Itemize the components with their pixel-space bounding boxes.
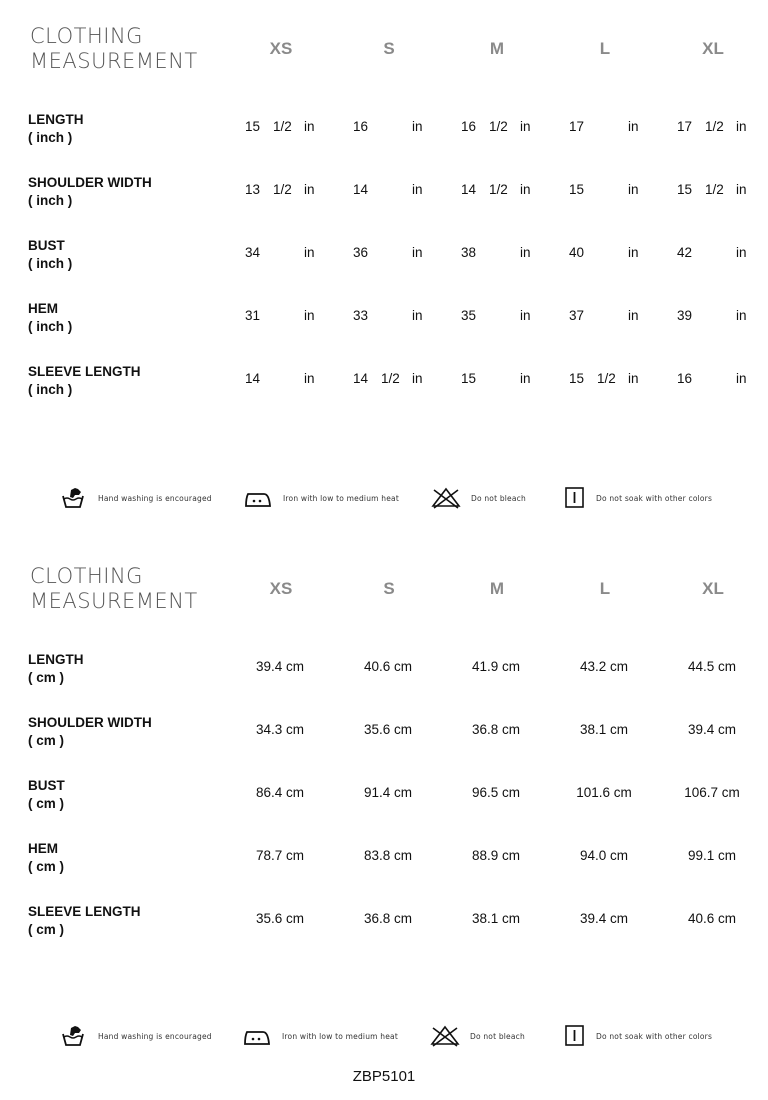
value-cm: 99.1 cm [687,848,737,863]
value-fraction: 1/2 [273,182,292,197]
value-unit: in [736,119,747,134]
value-unit: in [412,119,423,134]
value-cm: 36.8 cm [363,911,413,926]
title-line-1: CLOTHING [30,24,143,48]
row-label [28,714,152,750]
hand-wash-icon [61,1024,87,1048]
care-text: Iron with low to medium heat [282,1032,398,1041]
row-label [28,840,64,876]
measurement-name: SHOULDER WIDTH [28,715,152,730]
size-header-s: S [383,579,395,598]
unit-label: ( inch ) [28,130,73,145]
value-whole: 15 [677,182,693,197]
unit-label: ( cm ) [28,670,65,685]
care-text: Do not bleach [470,1032,525,1041]
value-whole: 34 [245,245,261,260]
care-text: Do not soak with other colors [596,1032,713,1041]
value-cm: 39.4 cm [687,722,737,737]
product-code: ZBP5101 [352,1068,416,1085]
value-fraction: 1/2 [381,371,400,386]
unit-label: ( inch ) [28,319,73,334]
size-header-s: S [383,39,395,58]
unit-label: ( inch ) [28,193,73,208]
care-text: Hand washing is encouraged [98,1032,212,1041]
unit-label: ( cm ) [28,859,65,874]
measurement-name: LENGTH [28,652,84,667]
title-line-1: CLOTHING [30,564,143,588]
value-whole: 40 [569,245,585,260]
iron-icon [244,486,272,510]
value-cm: 101.6 cm [576,785,632,800]
value-whole: 17 [677,119,693,134]
value-cm: 40.6 cm [687,911,737,926]
value-whole: 15 [569,371,585,386]
measurement-name: SLEEVE LENGTH [28,364,141,379]
row-label [28,111,84,147]
value-cm: 38.1 cm [579,722,629,737]
value-unit: in [736,245,747,260]
value-cm: 35.6 cm [255,911,305,926]
value-whole: 15 [569,182,585,197]
care-text: Iron with low to medium heat [283,494,399,503]
value-unit: in [520,119,531,134]
value-whole: 17 [569,119,585,134]
value-cm: 40.6 cm [363,659,413,674]
row-label [28,237,72,273]
measurement-name: SLEEVE LENGTH [28,904,141,919]
value-whole: 35 [461,308,477,323]
value-cm: 88.9 cm [471,848,521,863]
value-whole: 14 [353,371,369,386]
unit-label: ( inch ) [28,382,73,397]
value-whole: 37 [569,308,585,323]
value-whole: 38 [461,245,477,260]
value-cm: 96.5 cm [471,785,521,800]
value-whole: 16 [461,119,477,134]
value-unit: in [304,119,315,134]
value-whole: 31 [245,308,261,323]
cm-table-title [30,564,198,614]
value-unit: in [520,245,531,260]
value-cm: 83.8 cm [363,848,413,863]
value-unit: in [412,308,423,323]
unit-label: ( cm ) [28,922,65,937]
value-unit: in [628,371,639,386]
do-not-soak-icon [564,1024,586,1048]
value-cm: 34.3 cm [255,722,305,737]
measurement-name: HEM [28,841,58,856]
do-not-bleach-icon [431,486,461,510]
hand-wash-icon [61,486,87,510]
care-text: Do not bleach [471,494,526,503]
size-header-l: L [599,39,611,58]
row-label [28,363,141,399]
inch-table-title [30,24,198,74]
size-header-m: M [489,579,505,598]
care-instructions-bottom [0,1024,768,1054]
do-not-bleach-icon [430,1024,460,1048]
value-unit: in [412,371,423,386]
value-cm: 39.4 cm [579,911,629,926]
value-cm: 35.6 cm [363,722,413,737]
value-whole: 16 [677,371,693,386]
value-unit: in [412,182,423,197]
unit-label: ( cm ) [28,796,65,811]
value-whole: 36 [353,245,369,260]
value-unit: in [628,245,639,260]
value-fraction: 1/2 [489,119,508,134]
size-header-m: M [489,39,505,58]
title-line-2: MEASUREMENT [30,589,198,613]
value-whole: 42 [677,245,693,260]
care-text: Hand washing is encouraged [98,494,212,503]
care-text: Do not soak with other colors [596,494,713,503]
value-fraction: 1/2 [597,371,616,386]
value-cm: 36.8 cm [471,722,521,737]
row-label [28,300,72,336]
care-instructions-top [0,486,768,516]
value-unit: in [628,119,639,134]
size-header-xs: XS [269,579,293,598]
value-cm: 106.7 cm [684,785,740,800]
value-unit: in [628,182,639,197]
value-cm: 91.4 cm [363,785,413,800]
value-cm: 43.2 cm [579,659,629,674]
size-header-l: L [599,579,611,598]
row-label [28,777,65,813]
unit-label: ( inch ) [28,256,73,271]
value-unit: in [736,182,747,197]
inch-measurement-section [0,0,768,540]
value-fraction: 1/2 [489,182,508,197]
value-unit: in [412,245,423,260]
value-unit: in [520,182,531,197]
value-unit: in [520,308,531,323]
value-whole: 16 [353,119,369,134]
value-whole: 15 [245,119,261,134]
value-whole: 33 [353,308,369,323]
measurement-name: HEM [28,301,58,316]
iron-icon [243,1024,271,1048]
value-cm: 38.1 cm [471,911,521,926]
measurement-name: LENGTH [28,112,84,127]
value-unit: in [304,182,315,197]
value-cm: 39.4 cm [255,659,305,674]
size-header-xl: XL [702,579,724,598]
value-unit: in [736,308,747,323]
value-unit: in [304,245,315,260]
do-not-soak-icon [564,486,586,510]
value-whole: 13 [245,182,261,197]
value-unit: in [736,371,747,386]
row-label [28,174,152,210]
size-header-xl: XL [702,39,724,58]
value-fraction: 1/2 [705,182,724,197]
row-label [28,651,84,687]
title-line-2: MEASUREMENT [30,49,198,73]
value-unit: in [628,308,639,323]
value-fraction: 1/2 [705,119,724,134]
size-header-xs: XS [269,39,293,58]
measurement-name: SHOULDER WIDTH [28,175,152,190]
value-whole: 39 [677,308,693,323]
unit-label: ( cm ) [28,733,65,748]
measurement-name: BUST [28,778,65,793]
value-cm: 44.5 cm [687,659,737,674]
value-unit: in [520,371,531,386]
value-whole: 14 [461,182,477,197]
value-unit: in [304,308,315,323]
value-unit: in [304,371,315,386]
value-fraction: 1/2 [273,119,292,134]
measurement-name: BUST [28,238,65,253]
value-cm: 94.0 cm [579,848,629,863]
row-label [28,903,141,939]
value-whole: 14 [353,182,369,197]
value-cm: 86.4 cm [255,785,305,800]
value-cm: 78.7 cm [255,848,305,863]
value-whole: 14 [245,371,261,386]
value-whole: 15 [461,371,477,386]
value-cm: 41.9 cm [471,659,521,674]
cm-measurement-section [0,540,768,1080]
